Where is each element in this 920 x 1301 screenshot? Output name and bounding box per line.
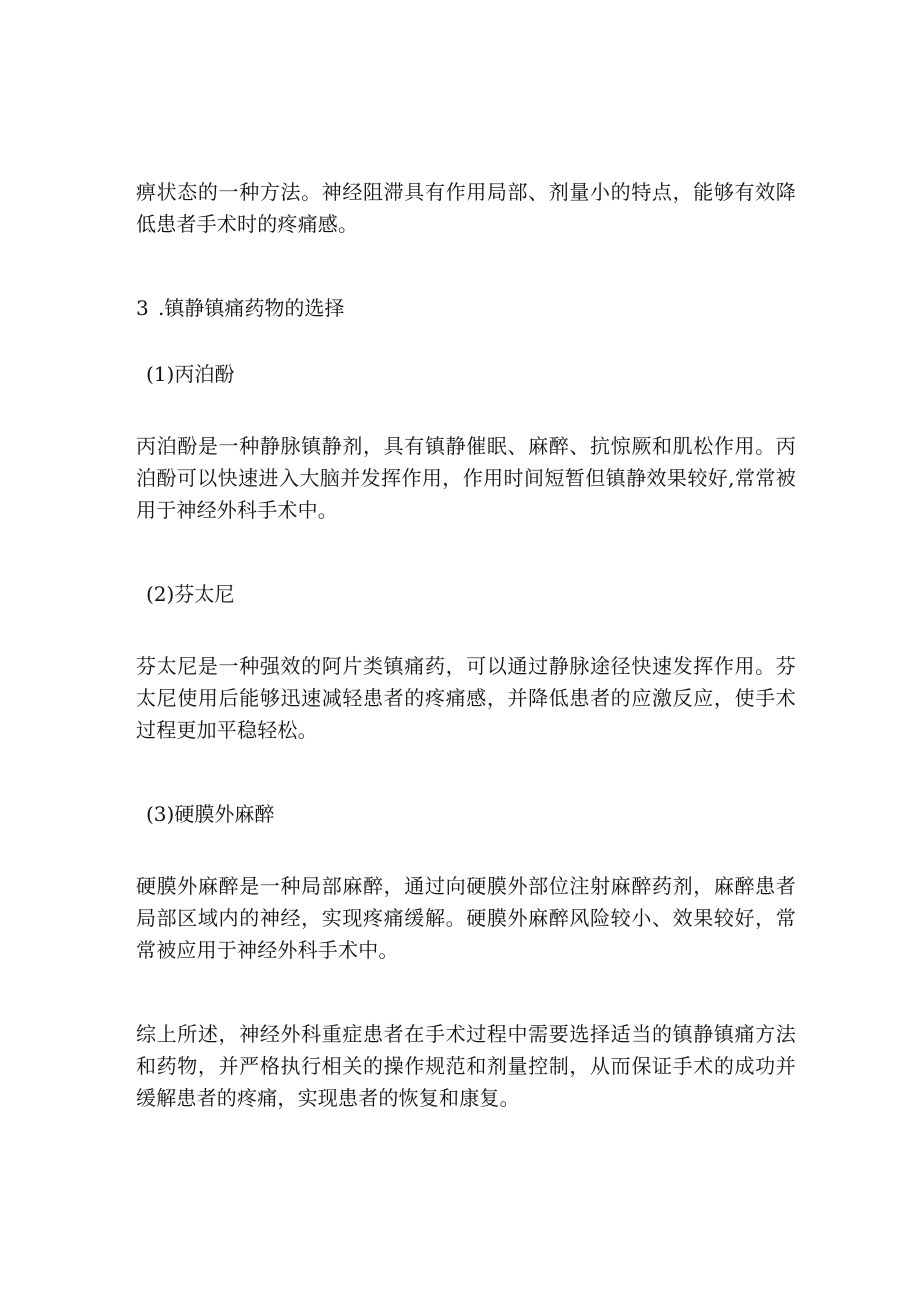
- conclusion-paragraph: 综上所述，神经外科重症患者在手术过程中需要选择适当的镇静镇痛方法和药物，并严格执行相关的操作规范和剂量控制，从而保证手术的成功并缓解患者的疼痛，实现患者的恢复和康复。: [136, 1022, 796, 1110]
- spacer: [136, 240, 796, 292]
- item-2-paragraph: 芬太尼是一种强效的阿片类镇痛药，可以通过静脉途径快速发挥作用。芬太尼使用后能够迅速减轻患者的疼痛感，并降低患者的应激反应，使手术过程更加平稳轻松。: [136, 654, 796, 742]
- section-title: .镇静镇痛药物的选择: [158, 296, 345, 320]
- document-body: [136, 176, 796, 1114]
- spacer: [136, 610, 796, 650]
- item-1-paragraph: 丙泊酚是一种静脉镇静剂，具有镇静催眠、麻醉、抗惊厥和肌松作用。丙泊酚可以快速进入大脑并发挥作用，作用时间短暂但镇静效果较好,常常被用于神经外科手术中。: [136, 434, 796, 522]
- spacer: [136, 830, 796, 870]
- spacer: [136, 526, 796, 578]
- item-2-heading: (2)芬太尼: [146, 582, 235, 606]
- intro-paragraph: 痹状态的一种方法。神经阻滞具有作用局部、剂量小的特点，能够有效降低患者手术时的疼痛感。: [136, 180, 796, 236]
- spacer: [136, 966, 796, 1018]
- spacer: [136, 390, 796, 430]
- item-3-heading: (3)硬膜外麻醉: [146, 802, 275, 826]
- spacer: [136, 746, 796, 798]
- item-3-paragraph: 硬膜外麻醉是一种局部麻醉，通过向硬膜外部位注射麻醉药剂，麻醉患者局部区域内的神经，实现疼痛缓解。硬膜外麻醉风险较小、效果较好，常常被应用于神经外科手术中。: [136, 874, 796, 962]
- item-1-heading: (1)丙泊酚: [146, 362, 235, 386]
- spacer: [136, 324, 796, 358]
- section-3-heading: [136, 292, 796, 324]
- section-number: 3: [136, 296, 149, 320]
